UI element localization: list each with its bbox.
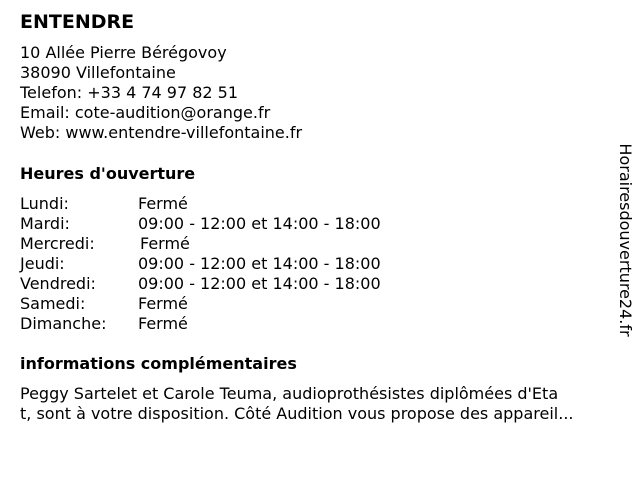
day-label: Mardi: (20, 214, 70, 233)
day-label: Samedi: (20, 294, 86, 313)
day-label: Lundi: (20, 194, 69, 213)
phone-number: Telefon: +33 4 74 97 82 51 (20, 83, 239, 102)
day-hours: Fermé (138, 314, 188, 333)
hours-row-sunday (20, 314, 460, 334)
day-label: Mercredi: (20, 234, 95, 253)
hours-row-monday (20, 194, 460, 214)
business-name: ENTENDRE (20, 11, 135, 33)
site-watermark: Horairesdouverture24.fr (616, 143, 635, 337)
email-address: Email: cote-audition@orange.fr (20, 103, 271, 122)
additional-info-heading: informations complémentaires (20, 354, 297, 373)
day-hours: 09:00 - 12:00 et 14:00 - 18:00 (138, 254, 381, 273)
business-contact-block (20, 43, 302, 143)
address-street: 10 Allée Pierre Bérégovoy (20, 43, 227, 62)
address-city: 38090 Villefontaine (20, 63, 176, 82)
hours-row-tuesday (20, 214, 460, 234)
additional-info-text (20, 384, 630, 424)
day-label: Jeudi: (20, 254, 65, 273)
hours-row-friday (20, 274, 460, 294)
day-hours: Fermé (138, 194, 188, 213)
info-line: t, sont à votre disposition. Côté Audition vous propose des appareil... (20, 404, 574, 423)
day-hours: Fermé (140, 234, 190, 253)
hours-row-thursday (20, 254, 460, 274)
day-hours: 09:00 - 12:00 et 14:00 - 18:00 (138, 274, 381, 293)
opening-hours-heading: Heures d'ouverture (20, 164, 196, 183)
day-hours: Fermé (138, 294, 188, 313)
day-label: Vendredi: (20, 274, 96, 293)
opening-hours-table (20, 194, 460, 334)
hours-row-saturday (20, 294, 460, 314)
hours-row-wednesday (20, 234, 460, 254)
website-address: Web: www.entendre-villefontaine.fr (20, 123, 303, 142)
info-line: Peggy Sartelet et Carole Teuma, audioprothésistes diplômées d'Eta (20, 384, 559, 403)
day-hours: 09:00 - 12:00 et 14:00 - 18:00 (138, 214, 381, 233)
day-label: Dimanche: (20, 314, 107, 333)
